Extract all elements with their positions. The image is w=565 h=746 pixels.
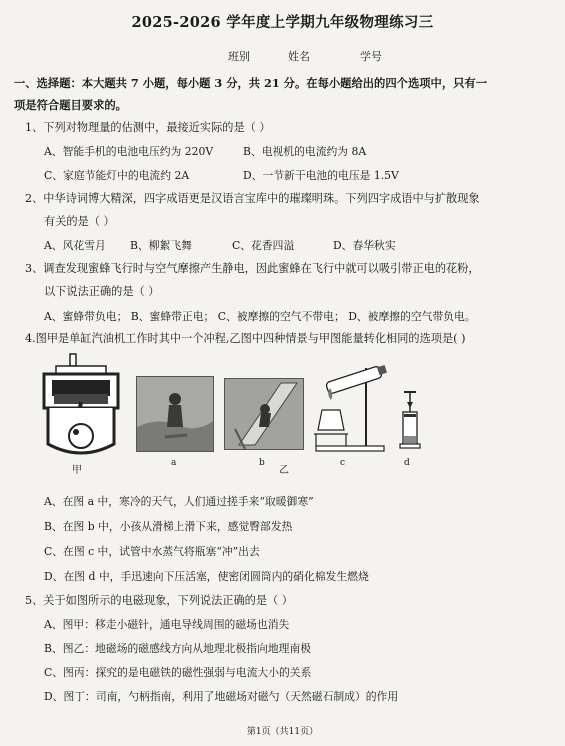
q4-option-a: A、在图 a 中，寒冷的天气，人们通过搓手来“取暖御寒” (44, 495, 314, 508)
name-label: 姓名 (288, 50, 310, 63)
q3-stem-line2: 以下说法正确的是（ ） (44, 285, 160, 298)
q5-option-a: A、图甲：移走小磁针，通电导线周围的磁场也消失 (44, 618, 290, 631)
q2-option-c: C、花香四溢 (232, 239, 295, 252)
photo-a-rubbing-hands (136, 376, 214, 452)
class-label: 班别 (228, 50, 250, 63)
q1-option-b: B、电视机的电流约为 8A (243, 145, 367, 158)
section-heading-line1: 一、选择题：本大题共 7 小题，每小题 3 分，共 21 分。在每小题给出的四个选项中，只有一 (14, 76, 488, 90)
student-id-label: 学号 (360, 50, 382, 63)
q4-option-d: D、在图 d 中，手迅速向下压活塞，使密闭圆筒内的硝化棉发生燃烧 (44, 570, 369, 583)
q1-option-c: C、家庭节能灯中的电流约 2A (44, 169, 190, 182)
test-tube-stand-figure (306, 360, 392, 452)
q5-option-d: D、图丁：司南，勺柄指南，利用了地磁场对磁勺（天然磁石制成）的作用 (44, 690, 399, 703)
section-heading-line2: 项是符合题目要求的。 (14, 98, 127, 112)
q2-option-d: D、春华秋实 (333, 239, 396, 252)
q4-option-c: C、在图 c 中，试管中水蒸气将瓶塞“冲”出去 (44, 545, 260, 558)
engine-cylinder-figure (40, 352, 122, 460)
page-title: 2025-2026 学年度上学期九年级物理练习三 (131, 14, 434, 31)
fig-label-c: c (340, 458, 346, 468)
q4-stem: 4.图甲是单缸汽油机工作时其中一个冲程,乙图中四种情景与甲图能量转化相同的选项是( ) (25, 332, 466, 345)
q5-option-c: C、图丙：探究的是电磁铁的磁性强弱与电流大小的关系 (44, 666, 312, 679)
q2-stem-line2: 有关的是（ ） (44, 215, 115, 228)
q2-stem-line1: 2、中华诗词博大精深，四字成语更是汉语言宝库中的璀璨明珠。下列四字成语中与扩散现象 (25, 192, 480, 205)
fig-label-yi: 乙 (279, 465, 289, 476)
q4-option-b: B、在图 b 中，小孩从滑梯上滑下来，感觉臀部发热 (44, 520, 293, 533)
q2-option-a: A、风花雪月 (44, 239, 106, 252)
photo-b-slide (224, 378, 304, 450)
q1-option-a: A、智能手机的电池电压约为 220V (44, 145, 214, 158)
q5-stem: 5、关于如图所示的电磁现象，下列说法正确的是（ ） (25, 594, 293, 607)
q1-option-d: D、一节新干电池的电压是 1.5V (243, 169, 399, 182)
q3-stem-line1: 3、调查发现蜜蜂飞行时与空气摩擦产生静电，因此蜜蜂在飞行中就可以吸引带正电的花粉， (25, 262, 480, 275)
q2-option-b: B、柳絮飞舞 (130, 239, 192, 252)
q5-option-b: B、图乙：地磁场的磁感线方向从地理北极指向地理南极 (44, 642, 312, 655)
pump-cylinder-figure (392, 384, 428, 450)
fig-label-d: d (404, 458, 410, 468)
page-footer: 第1页（共11页） (246, 727, 319, 737)
fig-label-jia: 甲 (72, 465, 82, 476)
q1-stem: 1、下列对物理量的估测中，最接近实际的是（ ） (25, 121, 271, 134)
q3-options: A、蜜蜂带负电； B、蜜蜂带正电； C、被摩擦的空气不带电； D、被摩擦的空气带负电。 (44, 310, 476, 323)
fig-label-b: b (259, 458, 265, 468)
fig-label-a: a (171, 458, 177, 468)
